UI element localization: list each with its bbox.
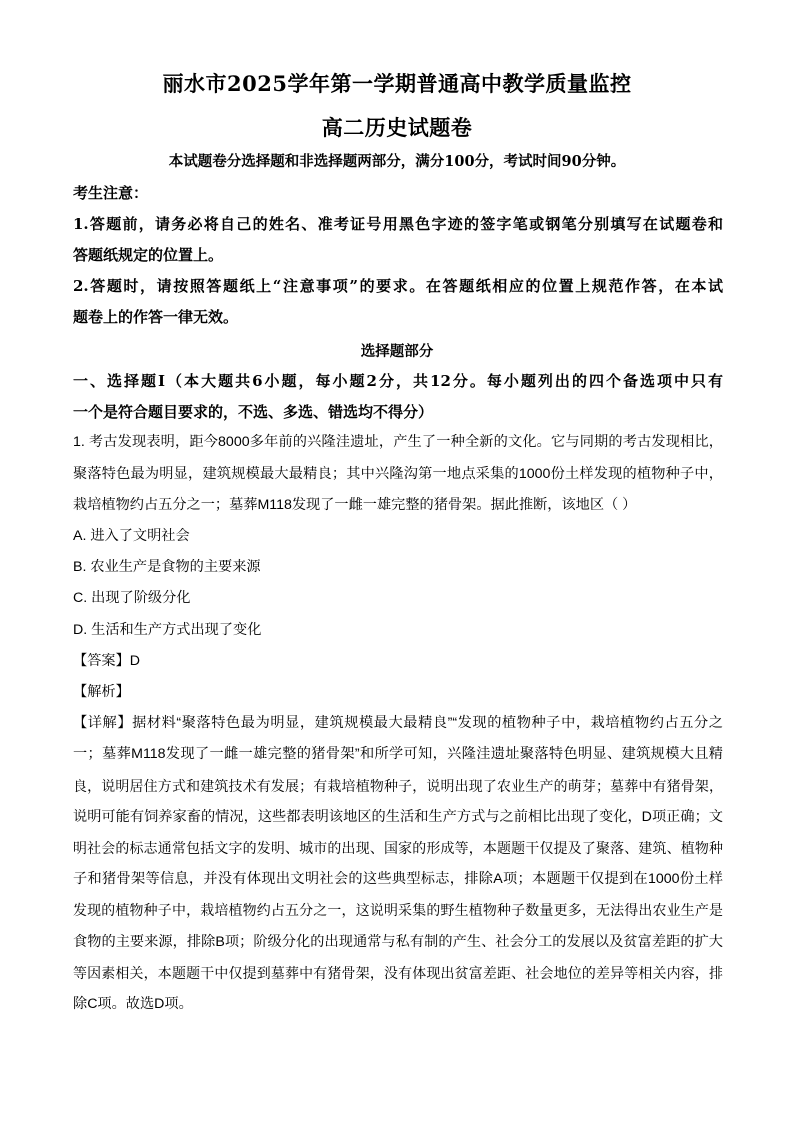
- question-stem-line-2: 聚落特色最为明显，建筑规模最大最精良；其中兴隆沟第一地点采集的1000份土样发现的植物种子中，: [73, 466, 723, 482]
- detail-line: 说明可能有饲养家畜的情况，这些都表明该地区的生活和生产方式与之前相比出现了变化，D项正确；文: [73, 809, 723, 825]
- detail-line: 子和猪骨架等信息，并没有体现出文明社会的这些典型标志，排除A项；本题题干仅提到在1000份土样: [73, 871, 723, 887]
- question-stem-line-3: 栽培植物约占五分之一；墓葬M118发现了一雌一雄完整的猪骨架。据此推断，该地区（ ）: [73, 497, 637, 513]
- detail-line: 发现的植物种子中，栽培植物约占五分之一，这说明采集的野生植物种子数量更多，无法得出农业生产是: [73, 902, 723, 918]
- detail-line: 一；墓葬M118发现了一雌一雄完整的猪骨架”和所学可知，兴隆洼遗址聚落特色明显、建筑规模大且精: [73, 746, 723, 762]
- detail-line: 等因素相关，本题题干中仅提到墓葬中有猪骨架，没有体现出贫富差距、社会地位的差异等相关内容，排: [73, 965, 723, 981]
- section-title: 选择题部分: [360, 343, 434, 360]
- notice-item-1-line-2: 答题纸规定的位置上。: [73, 246, 224, 264]
- detail-line: 良，说明居住方式和建筑技术有发展；有栽培植物种子，说明出现了农业生产的萌芽；墓葬中有猪骨架，: [73, 778, 723, 794]
- detail-line: 【详解】据材料“聚落特色最为明显，建筑规模最大最精良”“发现的植物种子中，栽培植物约占五分之: [73, 715, 723, 731]
- part-heading-line-2: 一个是符合题目要求的，不选、多选、错选均不得分）: [73, 403, 434, 421]
- question-stem-line-1: 1. 考古发现表明，距今8000多年前的兴隆洼遗址，产生了一种全新的文化。它与同期的考古发现相比，: [73, 434, 723, 450]
- option-c: C. 出现了阶级分化: [73, 590, 191, 606]
- option-d: D. 生活和生产方式出现了变化: [73, 622, 262, 638]
- exam-instructions: 本试题卷分选择题和非选择题两部分，满分100分，考试时间90分钟。: [168, 153, 626, 170]
- part-heading-line-1: 一、选择题Ⅰ（本大题共6小题，每小题2分，共12分。每小题列出的四个备选项中只有: [73, 372, 723, 390]
- option-a: A. 进入了文明社会: [73, 528, 190, 544]
- option-b: B. 农业生产是食物的主要来源: [73, 559, 261, 575]
- notice-heading: 考生注意：: [73, 184, 149, 202]
- notice-item-2-line-2: 题卷上的作答一律无效。: [73, 308, 239, 326]
- notice-item-1-line-1: 1.答题前，请务必将自己的姓名、准考证号用黑色字迹的签字笔或钢笔分别填写在试题卷和: [73, 215, 723, 233]
- answer-label: 【答案】D: [73, 653, 140, 669]
- exam-subject-title: 高二历史试题卷: [321, 115, 473, 140]
- notice-item-2-line-1: 2.答题时，请按照答题纸上“注意事项”的要求。在答题纸相应的位置上规范作答，在本试: [73, 277, 723, 295]
- exam-title: 丽水市2025学年第一学期普通高中教学质量监控: [162, 71, 632, 96]
- detail-line: 明社会的标志通常包括文字的发明、城市的出现、国家的形成等，本题题干仅提及了聚落、建筑、植物种: [73, 840, 723, 856]
- detail-line: 除C项。故选D项。: [73, 996, 193, 1012]
- analysis-label: 【解析】: [73, 684, 130, 700]
- detail-line: 食物的主要来源，排除B项；阶级分化的出现通常与私有制的产生、社会分工的发展以及贫富差距的扩大: [73, 934, 723, 950]
